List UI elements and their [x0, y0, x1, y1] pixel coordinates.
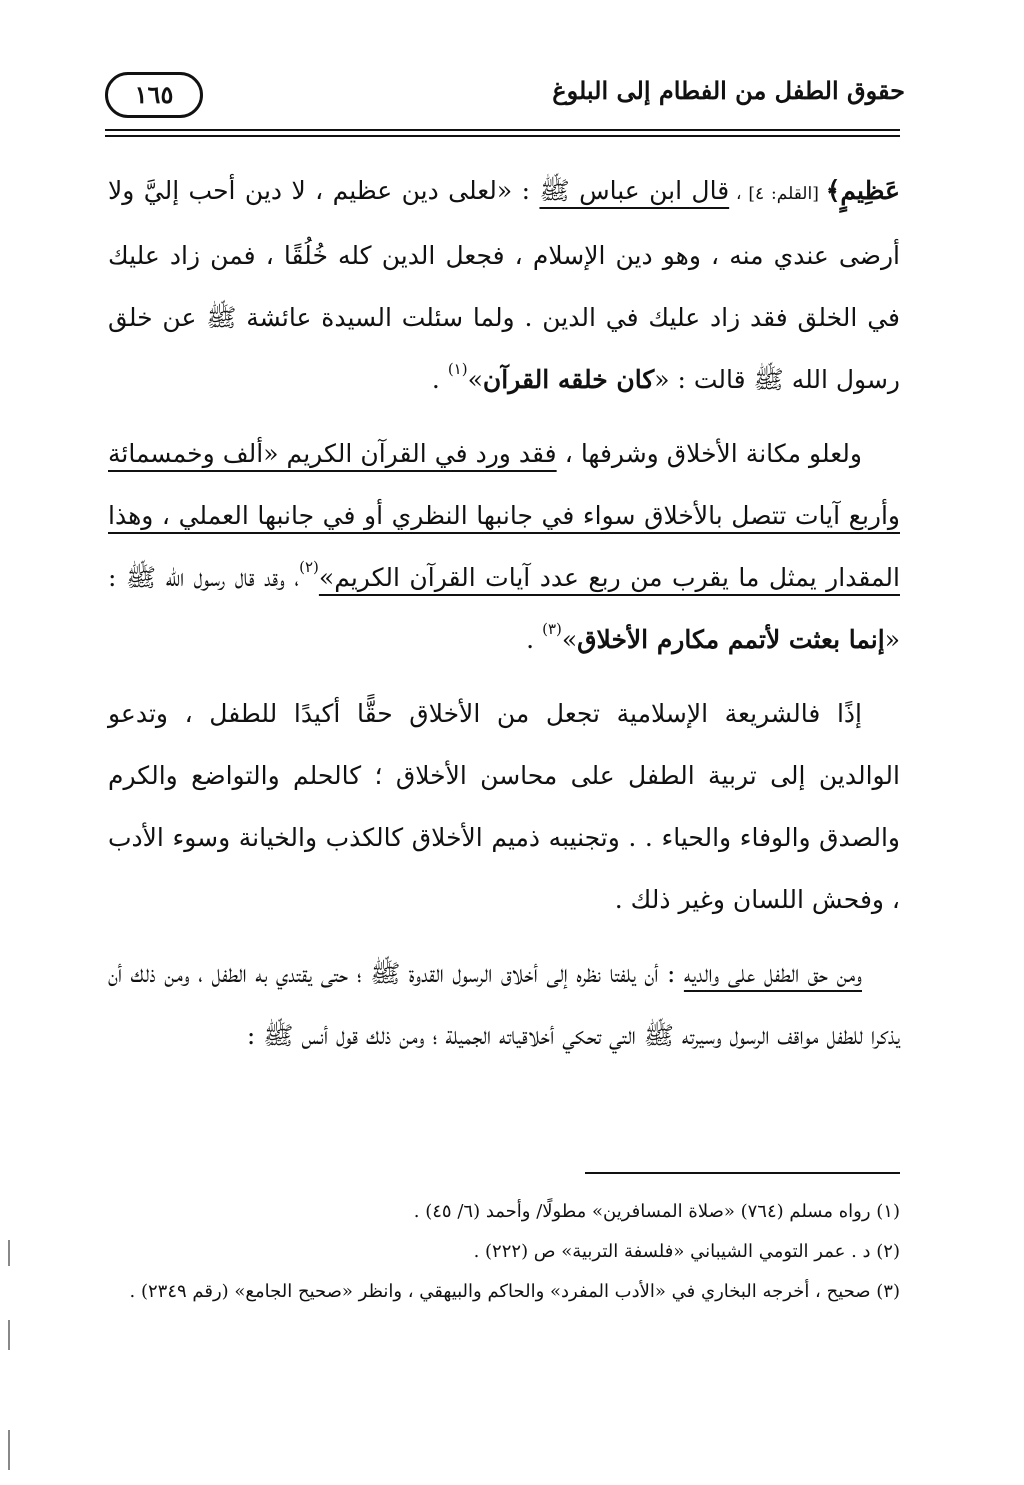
verse-reference: [القلم: ٤] ، [729, 184, 826, 204]
aisha-quote: كان خلقه القرآن [482, 365, 655, 394]
footnote-ref-1: (١) [447, 360, 468, 378]
header-rule-top [105, 129, 900, 131]
footnotes [108, 1192, 900, 1312]
footnote-ref-3: (٣) [542, 620, 562, 638]
paragraph-1-text: : «لعلى دين عظيم ، لا دين أحب إليَّ ولا أرضى عندي منه ، وهو دين الإسلام ، فجعل الدين كله خُلُقًا ، فمن زاد عليك في الخلق فقد زاد عليك في الدين . ولما سئلت السيدة عائشة ﷺ عن خلق رسول الله ﷺ قالت : « [108, 176, 900, 394]
footnote-separator [585, 1172, 900, 1174]
quote-close: » [467, 365, 483, 394]
paragraph-2-text: ولعلو مكانة الأخلاق وشرفها ، [556, 439, 862, 468]
paragraph-2-end: . [526, 625, 543, 654]
footnote-ref-2: (٢) [299, 558, 319, 576]
paragraph-4 [108, 943, 900, 1067]
quote-close-2: » [561, 625, 578, 654]
paragraph-4-text: : أن يلفتا نظره إلى أخلاق الرسول القدوة ﷺ ؛ حتى يقتدي به الطفل ، ومن ذلك أن يذكرا للطفل مواقف الرسول وسيرته ﷺ التي تحكي أخلاقياته الجميلة ؛ ومن ذلك قول أنس ﷺ : [108, 959, 900, 1050]
page-number: ١٦٥ [105, 72, 203, 118]
header-rule-bottom [105, 135, 900, 137]
hadith-quote: إنما بعثت لأتمم مكارم الأخلاق [577, 625, 885, 654]
footnote-2: (٢) د . عمر التومي الشيباني «فلسفة التربية» ص (٢٢٢) . [473, 1241, 900, 1262]
underlined-attribution: قال ابن عباس ﷺ [539, 176, 730, 205]
paragraph-1-end: . [431, 365, 448, 394]
scan-margin-mark [8, 1320, 10, 1350]
verse-end: عَظِيمٍ﴾ [825, 176, 900, 205]
footnote-3: (٣) صحيح ، أخرجه البخاري في «الأدب المفرد» والحاكم والبيهقي ، وانظر «صحيح الجامع» (رقم ٢٣٤٩) . [129, 1281, 900, 1302]
paragraph-3: إذًا فالشريعة الإسلامية تجعل من الأخلاق حقًّا أكيدًا للطفل ، وتدعو الوالدين إلى تربية الطفل على محاسن الأخلاق ؛ كالحلم والتواضع والكرم والصدق والوفاء والحياء . . وتجنيبه ذميم الأخلاق كالكذب والخيانة وسوء الأدب ، وفحش اللسان وغير ذلك . [108, 699, 900, 914]
scan-margin-mark [8, 1240, 10, 1266]
body-text [108, 160, 900, 1067]
running-header [105, 70, 905, 126]
paragraph-2-text-cont: ، وقد قال رسول الله ﷺ : « [108, 563, 900, 654]
running-title: حقوق الطفل من الفطام إلى البلوغ [552, 76, 905, 105]
paragraph-1 [108, 160, 900, 411]
underlined-quran-passage: فقد ورد في القرآن الكريم «ألف وخمسمائة وأربع آيات تتصل بالأخلاق سواء في جانبها النظري أو في جانبها العملي ، وهذا المقدار يمثل ما يقرب من ربع عدد آيات القرآن الكريم» [108, 439, 900, 592]
underlined-heading-phrase: ومن حق الطفل على والديه [683, 959, 862, 988]
footnote-1: (١) رواه مسلم (٧٦٤) «صلاة المسافرين» مطولًا/ وأحمد (٦/ ٤٥) . [413, 1201, 900, 1222]
scan-margin-mark [8, 1430, 10, 1470]
paragraph-2 [108, 423, 900, 671]
